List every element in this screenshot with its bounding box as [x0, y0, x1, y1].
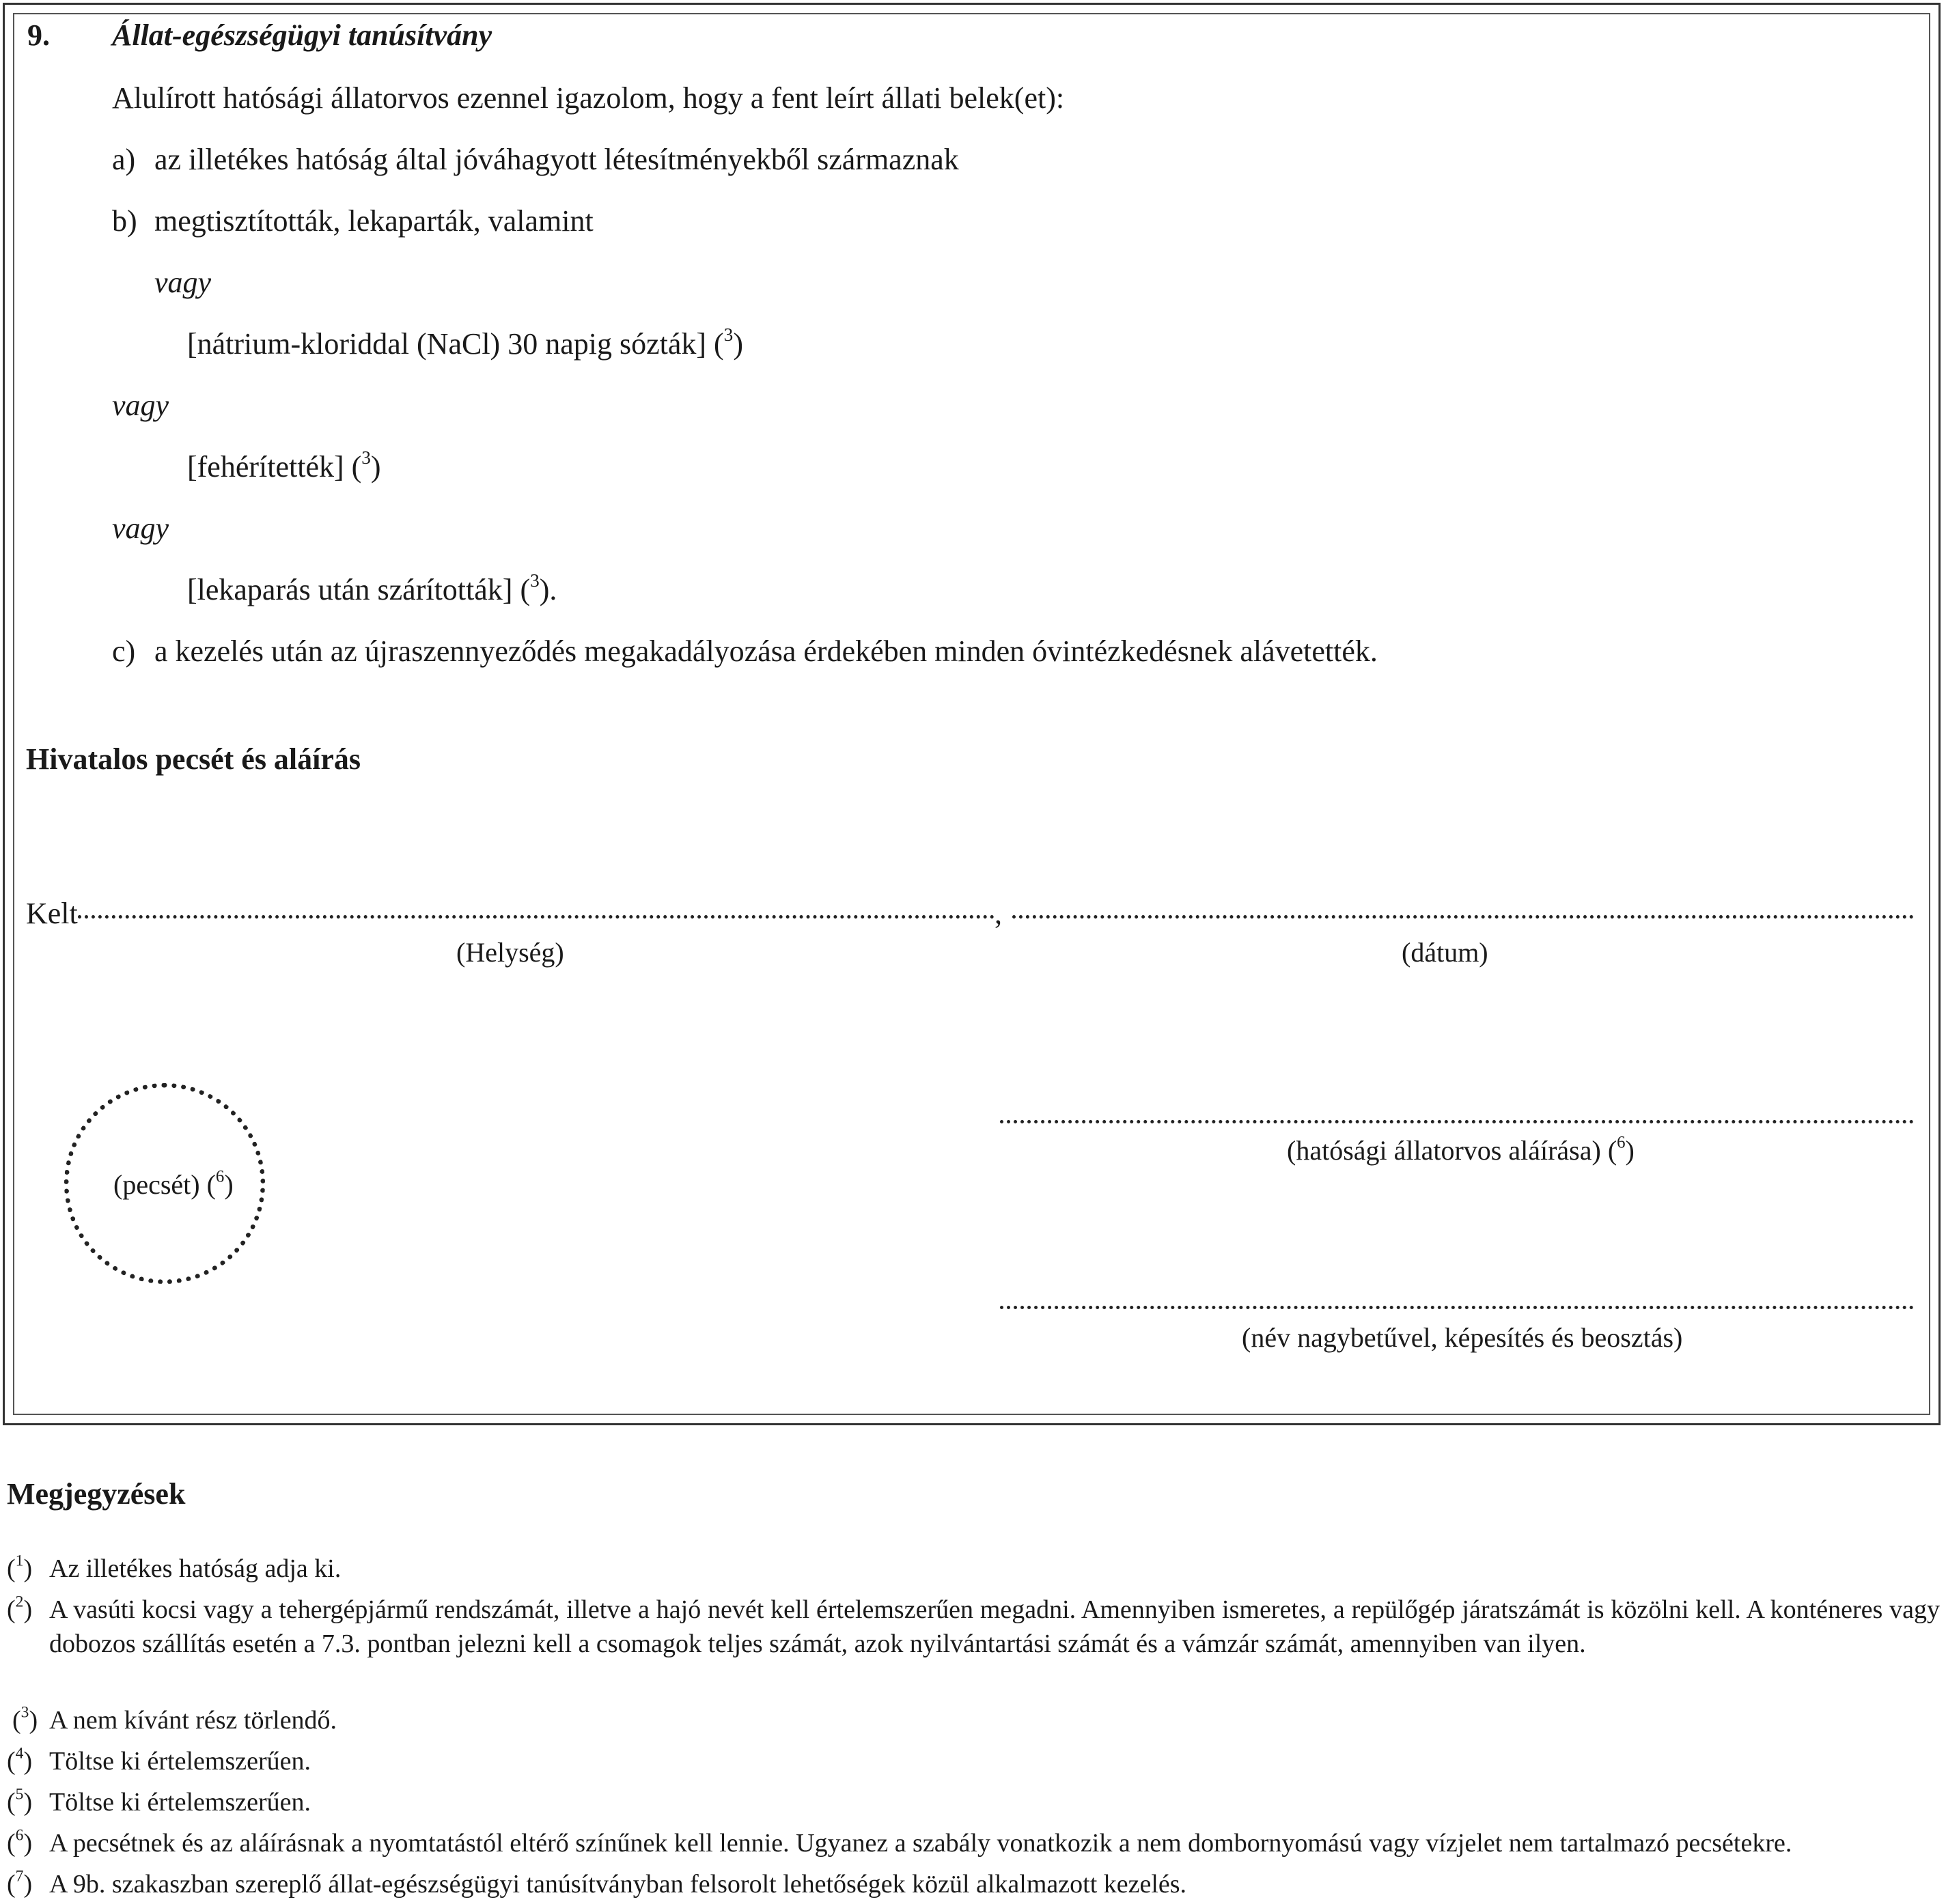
- note-number: ($^4$): [7, 1744, 33, 1776]
- place-caption: (Helység): [456, 937, 564, 968]
- option-3-footnote-ref: 3: [530, 570, 540, 591]
- note-item: [7, 1552, 1940, 1586]
- note-number-value: 6: [15, 1826, 24, 1845]
- option-2-footnote-ref: 3: [361, 447, 371, 468]
- note-text: Töltse ki értelemszerűen.: [49, 1788, 311, 1817]
- vagy-connector-2: vagy: [112, 389, 169, 422]
- item-c-text: a kezelés után az újraszennyeződés megakadályozása érdekében minden óvintézkedésnek alávetették.: [154, 634, 1378, 668]
- name-caption: (név nagybetűvel, képesítés és beosztás): [1242, 1322, 1683, 1353]
- certificate-intro: Alulírott hatósági állatorvos ezennel igazolom, hogy a fent leírt állati belek(et):: [112, 81, 1065, 115]
- note-number: ($^5$): [7, 1785, 33, 1817]
- item-a-label: a): [112, 143, 136, 176]
- section-title: Állat-egészségügyi tanúsítvány: [112, 18, 492, 52]
- date-caption: (dátum): [1402, 937, 1488, 968]
- stamp-label-text: (pecsét): [113, 1169, 200, 1200]
- note-text: A 9b. szakaszban szereplő állat-egészségügyi tanúsítványban felsorolt lehetőségek közül alkalmazott kezelés.: [49, 1870, 1187, 1899]
- option-1: [nátrium-kloriddal (NaCl) 30 napig sózták] ($^3$): [187, 324, 743, 361]
- note-number: ($^7$): [7, 1867, 33, 1899]
- signature-heading: Hivatalos pecsét és aláírás: [26, 742, 361, 776]
- note-number-value: 5: [15, 1785, 24, 1804]
- note-text: A pecsétnek és az aláírásnak a nyomtatástól eltérő színűnek kell lennie. Ugyanez a szabály vonatkozik a nem dombornyomású vagy vízjelet nem tartalmazó pecsétekre.: [49, 1829, 1792, 1858]
- note-text: A nem kívánt rész törlendő.: [49, 1706, 337, 1735]
- note-number-value: 2: [15, 1593, 24, 1611]
- note-number: ($^6$): [7, 1826, 33, 1858]
- vagy-connector-1: vagy: [154, 266, 212, 299]
- note-item: [7, 1867, 1940, 1901]
- note-number-value: 1: [15, 1552, 24, 1570]
- note-number: ($^2$): [7, 1593, 33, 1624]
- signature-caption-text: (hatósági állatorvos aláírása): [1287, 1135, 1601, 1166]
- note-number-value: 4: [15, 1744, 24, 1763]
- section-number: 9.: [27, 18, 50, 52]
- option-1-footnote-ref: 3: [723, 324, 734, 345]
- item-a-text: az illetékes hatóság által jóváhagyott létesítményekből származnak: [154, 143, 959, 176]
- note-number-value: 3: [20, 1703, 29, 1722]
- note-item: [7, 1703, 1940, 1737]
- note-item: [7, 1826, 1940, 1860]
- note-number-value: 7: [15, 1867, 24, 1886]
- date-dotted-line: [1012, 915, 1914, 919]
- place-dotted-line: [78, 915, 995, 919]
- option-2-text: [fehérítették]: [187, 450, 344, 484]
- note-item: [7, 1593, 1940, 1695]
- note-text: A vasúti kocsi vagy a tehergépjármű rendszámát, illetve a hajó nevét kell értelemszerűen megadni. Amennyiben ismeretes, a repülőgép járatszámát is közölni kell. A konténeres vagy dobozos szállítás esetén a 7.3. pontban jelezni kell a csomagok teljes számát, azok nyilvántartási számát és a vámzár számát, amennyiben van ilyen.: [49, 1595, 1940, 1658]
- note-item: [7, 1785, 1940, 1819]
- note-text: Töltse ki értelemszerűen.: [49, 1747, 311, 1776]
- option-1-text: [nátrium-kloriddal (NaCl) 30 napig sózták]: [187, 327, 707, 361]
- option-3-text: [lekaparás után szárították]: [187, 573, 513, 606]
- note-number: ($^1$): [7, 1552, 33, 1583]
- note-number: ($^3$): [12, 1703, 38, 1735]
- item-b-text: megtisztították, lekaparták, valamint: [154, 204, 594, 238]
- option-2: [fehérítették] ($^3$): [187, 447, 381, 484]
- signature-caption: (hatósági állatorvos aláírása) ($^6$): [1287, 1133, 1635, 1166]
- notes-heading: Megjegyzések: [7, 1477, 186, 1511]
- item-c-label: c): [112, 634, 136, 668]
- stamp-footnote-ref: 6: [215, 1167, 225, 1186]
- option-3-period: .: [549, 573, 557, 606]
- item-b-label: b): [112, 204, 137, 238]
- option-3: [lekaparás után szárították] ($^3$).: [187, 570, 557, 606]
- name-dotted-line: [1000, 1306, 1914, 1309]
- note-text: Az illetékes hatóság adja ki.: [49, 1554, 342, 1583]
- kelt-label: Kelt: [26, 897, 78, 930]
- signature-footnote-ref: 6: [1617, 1133, 1626, 1152]
- signature-dotted-line: [1000, 1120, 1914, 1123]
- place-date-comma: ,: [995, 897, 1002, 930]
- stamp-label: (pecsét) ($^6$): [113, 1167, 234, 1200]
- note-item: [7, 1744, 1940, 1778]
- vagy-connector-3: vagy: [112, 512, 169, 545]
